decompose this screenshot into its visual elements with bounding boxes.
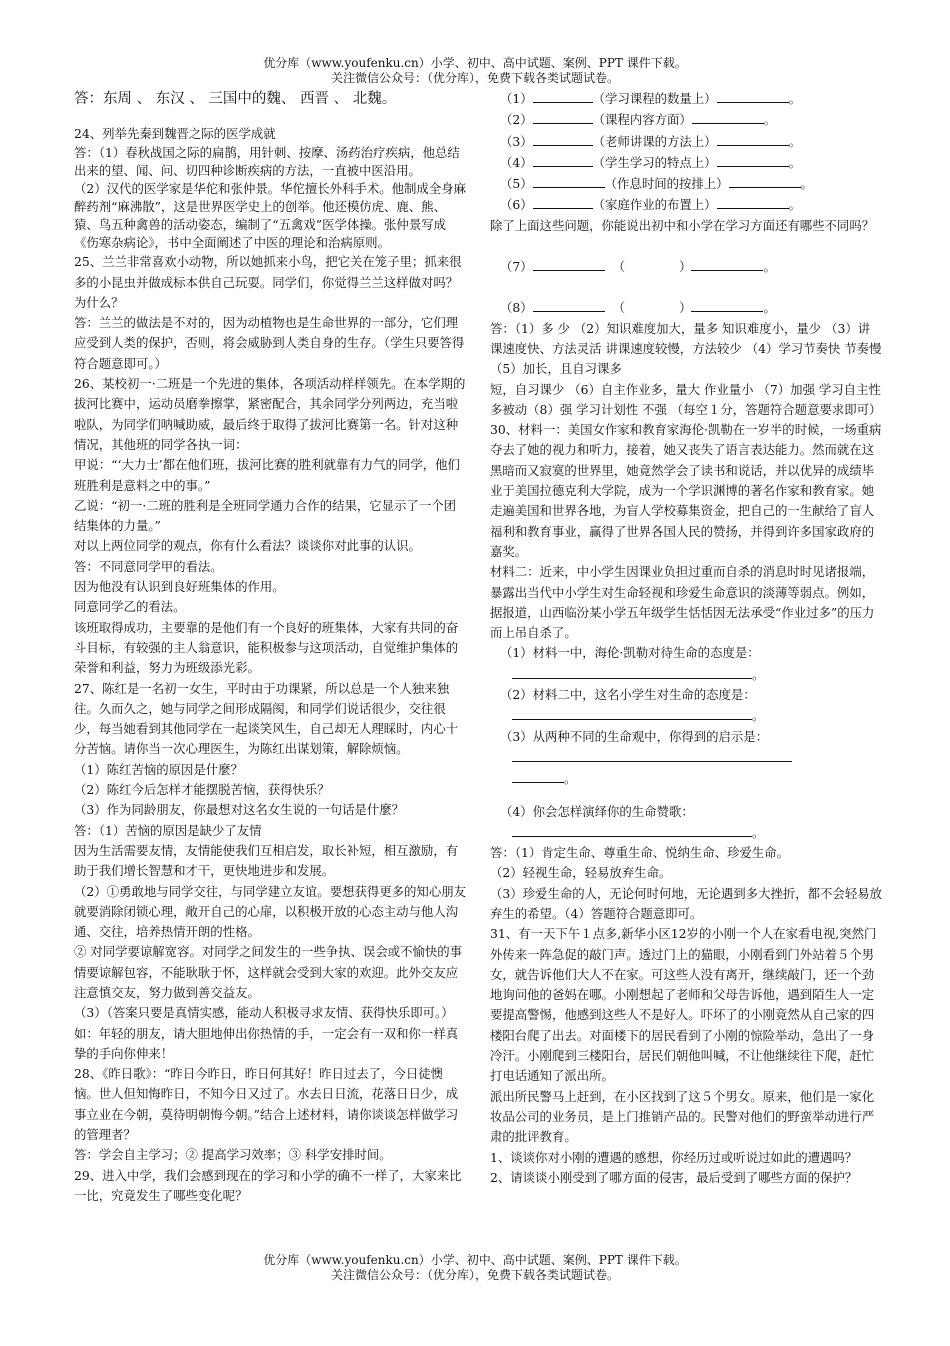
blank[interactable] bbox=[691, 256, 763, 271]
blank[interactable] bbox=[717, 131, 789, 146]
answer-26-b: 因为他没有认识到良好班集体的作用。 bbox=[74, 579, 285, 595]
fill-row-6: （6） （家庭作业的布置上） 。 bbox=[490, 194, 882, 215]
right-column bbox=[490, 88, 882, 1188]
answer-line: 。 bbox=[490, 664, 882, 685]
question-30-material-1: 30、材料一：美国女作家和教育家海伦·凯勒在一岁半的时候，一场重病夺去了她的视力和听力，接着，她又丧失了语言表达能力。然而就在这黑暗而又寂寞的世界里，她竟然学会了读书和说话，并以优异的成绩毕业于美国拉德克利大学院，成为一个学识渊博的著名作家和教育家。她走遍美国和世界各地，为盲人学校募集资金，把自己的一生献给了盲人福利和教育事业，赢得了世界各国人民的赞扬，并得到许多国家政府的嘉奖。 bbox=[490, 422, 882, 559]
question-28: 28、《昨日歌》：“昨日今昨日，昨日何其好！昨日过去了，今日徒懊恼。世人但知悔昨日，不知今日又过了。水去日日流，花落日日少，成事立业在今朝，莫待明朝悔今朝。”结合上述材料，请你谈谈怎样做学习的管理者？ bbox=[74, 1066, 459, 1143]
answer-29-b: 短，自习课少 （6）自主作业多，量大 作业量小 （7）加强 学习自主性 多被动（8）强 学习计划性 不强 （每空１分，答题符合题意要求即可） bbox=[490, 381, 882, 417]
question-31-sub2: 2、请谈谈小刚受到了哪方面的侵害，最后受到了哪些方面的保护？ bbox=[490, 1169, 858, 1185]
fill-row-5: （5） （作息时间的按排上） 。 bbox=[490, 173, 882, 194]
question-29-extra: 除了上面这些问题，你能说出初中和小学在学习方面还有哪些不同吗？ bbox=[490, 217, 875, 233]
question-27-sub2: （2）陈红今后怎样才能摆脱苦恼，获得快乐？ bbox=[74, 782, 330, 798]
spacer bbox=[490, 236, 882, 256]
question-24: 24、列举先秦到魏晋之际的医学成就 bbox=[74, 126, 276, 141]
blank[interactable] bbox=[512, 705, 752, 720]
blank[interactable] bbox=[512, 822, 752, 837]
answer-28: 答：学会自主学习；② 提高学习效率；③ 科学安排时间。 bbox=[74, 1147, 392, 1163]
question-26-jia: 甲说：“‘大力士’都在他们班，拔河比赛的胜利就靠有力气的同学，他们班胜利是意料之中的事。” bbox=[74, 457, 460, 493]
answer-line bbox=[490, 747, 882, 768]
answer-27-2b: ② 对同学要谅解宽容。对同学之间发生的一些争执、误会或不愉快的事情要谅解包容，不能耿耿于怀，这样就会受到大家的欢迎。此外交友应注意慎交友，努力做到善交益友。 bbox=[74, 944, 463, 1000]
answer-26-a: 答：不同意同学甲的看法。 bbox=[74, 558, 223, 574]
question-30-sub4: （4）你会怎样演绎你的生命赞歌： bbox=[500, 803, 694, 819]
blank[interactable] bbox=[533, 109, 593, 124]
answer-line: 。 bbox=[490, 768, 882, 789]
fill-row-7: （7） （ ） 。 bbox=[490, 256, 882, 277]
blank[interactable] bbox=[533, 131, 593, 146]
question-29: 29、进入中学，我们会感到现在的学习和小学的确不一样了，大家来比一比，究竟发生了哪些变化呢？ bbox=[74, 1167, 462, 1203]
blank[interactable] bbox=[692, 109, 764, 124]
answer-27-3: （3）（答案只要是真情实感，能动人积极寻求友情、获得快乐即可。）如：年轻的朋友，请大胆地伸出你热情的手，一定会有一双和你一样真挚的手向你伸来！ bbox=[74, 1005, 459, 1061]
footer-line-1: 优分库（www.youfenku.cn）小学、初中、高中试题、案例、PPT 课件下载。 bbox=[263, 1253, 687, 1267]
question-31: 31、有一天下午１点多,新华小区12岁的小刚一个人在家看电视,突然门外传来一阵急促的敲门声。透过门上的猫眼，小刚看到门外站着５个男女，就告诉他们大人不在家。可这些人没有离开，继续敲门，还一个劲地询问他的爸妈在哪。小刚想起了老师和父母告诉他，遇到陌生人一定要提高警惕，他感到这些人不是好人。吓坏了的小刚竟然从自己家的四楼阳台爬了出去。对面楼下的居民看到了小刚的惊险举动，急出了一身冷汗。小刚爬到三楼阳台，居民们朝他叫喊，不让他继续往下爬，赶忙打电话通知了派出所。 bbox=[490, 926, 877, 1084]
answer-25: 答：兰兰的做法是不对的，因为动植物也是生命世界的一部分，它们理应受到人类的保护，否则，将会威胁到人类自身的生存。（学生只要答得符合题意即可。） bbox=[74, 315, 465, 371]
question-31-cont: 派出所民警马上赶到，在小区找到了这５个男女。原来，他们是一家化妆品公司的业务员，是上门推销产品的。民警对他们的野蛮举动进行严肃的批评教育。 bbox=[490, 1088, 875, 1145]
question-25: 25、兰兰非常喜欢小动物，所以她抓来小鸟，把它关在笼子里；抓来很多的小昆虫并做成标本供自己玩耍。同学们，你觉得兰兰这样做对吗？为什么？ bbox=[74, 254, 462, 310]
question-30-sub1: （1）材料一中，海伦·凯勒对待生命的态度是： bbox=[500, 645, 760, 661]
blank[interactable] bbox=[533, 152, 593, 167]
answer-27-1: 答：（1）苦恼的原因是缺少了友情 bbox=[74, 822, 262, 838]
answer-26-d: 该班取得成功，主要靠的是他们有一个良好的班集体，大家有共同的奋斗目标，有较强的主人翁意识，能积极参与这项活动，自觉维护集体的荣誉和利益，努力为班级添光彩。 bbox=[74, 619, 459, 676]
blank[interactable] bbox=[717, 194, 789, 209]
blank[interactable] bbox=[533, 256, 605, 271]
question-26: 26、某校初一·二班是一个先进的集体，各项活动样样领先。在本学期的拔河比赛中，运动员磨拳擦掌，紧密配合，其余同学分列两边，充当啦啦队，为同学们呐喊助威，最后终于取得了拔河比赛第一名。针对这种情况，其他班的同学各执一词： bbox=[74, 376, 466, 452]
fill-row-8: （8） （ ） 。 bbox=[490, 297, 882, 318]
question-26-prompt: 对以上两位同学的观点，你有什么看法？谈谈你对此事的认识。 bbox=[74, 538, 421, 554]
blank[interactable] bbox=[729, 173, 801, 188]
spacer bbox=[490, 790, 882, 802]
blank[interactable] bbox=[717, 88, 789, 103]
answer-26-c: 同意同学乙的看法。 bbox=[74, 599, 186, 615]
header-line-2: 关注微信公众号：（优分库），免费下载各类试题试卷。 bbox=[330, 71, 619, 85]
blank[interactable] bbox=[512, 768, 564, 783]
blank[interactable] bbox=[533, 297, 605, 312]
answer-line: 。 bbox=[490, 705, 882, 726]
page-footer bbox=[0, 1253, 950, 1283]
header-line-1: 优分库（www.youfenku.cn）小学、初中、高中试题、案例、PPT 课件下载。 bbox=[263, 56, 687, 70]
answer-line: 。 bbox=[490, 822, 882, 843]
blank[interactable] bbox=[691, 297, 763, 312]
blank[interactable] bbox=[533, 194, 593, 209]
blank[interactable] bbox=[717, 152, 789, 167]
answer-27-2: （2）①勇敢地与同学交往，与同学建立友谊。要想获得更多的知心朋友就要消除闭锁心理，敞开自己的心扉，以积极开放的心态主动与他人沟通、交往，培养热情开朗的性格。 bbox=[74, 883, 466, 940]
answer-24-part2: （2）汉代的医学家是华佗和张仲景。华佗擅长外科手术。他制成全身麻醉药剂“麻沸散”，这是世界医学史上的创举。他还模仿虎、鹿、熊、猿、鸟五种禽兽的活动姿态，编制了“五禽戏”医学体操。张仲景写成《伤寒杂病论》，书中全面阐述了中医的理论和治病原则。 bbox=[74, 181, 466, 251]
spacer bbox=[490, 277, 882, 297]
blank[interactable] bbox=[512, 747, 792, 762]
answer-30-1: 答：（1）肯定生命、尊重生命、悦纳生命、珍爱生命。 bbox=[490, 845, 790, 861]
blank[interactable] bbox=[533, 88, 593, 103]
answer-27-1-detail: 因为生活需要友情，友情能使我们互相启发，取长补短，相互激励，有助于我们增长智慧和才干，更快地进步和发展。 bbox=[74, 842, 459, 879]
blank[interactable] bbox=[512, 664, 752, 679]
fill-row-4: （4） （学生学习的特点上） 。 bbox=[490, 152, 882, 173]
left-column bbox=[74, 88, 466, 1206]
fill-row-3: （3） （老师讲课的方法上） 。 bbox=[490, 131, 882, 152]
question-27: 27、陈红是一名初一女生，平时由于功课紧，所以总是一个人独来独往。久而久之，她与同学之间形成隔阂，和同学们说话很少，交往很少，每当她看到其他同学在一起谈笑风生，自己却无人理睬时，内心十分苦恼。请你当一次心理医生，为陈红出谋划策，解除烦恼。 bbox=[74, 680, 459, 757]
answer-24-part1: 答：（1）春秋战国之际的扁鹊，用针刺、按摩、汤药治疗疾病，他总结出来的望、闻、问、切四种诊断疾病的方法，一直被中医沿用。 bbox=[74, 145, 460, 179]
answer-29-a: 答：（1）多 少 （2）知识难度加大，量多 知识难度小，量少 （3）讲课速度快、方法灵活 讲课速度较慢，方法较少 （4）学习节奏快 节奏慢 （5）加长，且自习课多 bbox=[490, 320, 882, 377]
fill-row-2: （2） （课程内容方面） 。 bbox=[490, 109, 882, 130]
question-26-yi: 乙说：“初一·二班的胜利是全班同学通力合作的结果，它显示了一个团结集体的力量。” bbox=[74, 497, 456, 534]
answer-30-3: （3）珍爱生命的人，无论何时何地，无论遇到多大挫折，都不会轻易放弃生的希望。（4）答题符合题意即可。 bbox=[490, 885, 882, 921]
answer-30-2: （2）轻视生命，轻易放弃生命。 bbox=[490, 865, 672, 881]
question-30-material-2: 材料二：近来，中小学生因课业负担过重而自杀的消息时时见诸报端，暴露出当代中小学生对生命轻视和珍爱生命意识的淡薄等弱点。例如，据报道，山西临汾某小学五年级学生恬恬因无法承受“作业过多”的压力而上吊自杀了。 bbox=[490, 564, 875, 641]
question-27-sub1: （1）陈红苦恼的原因是什麼？ bbox=[74, 761, 243, 777]
question-27-sub3: （3）作为同龄朋友，你最想对这名女生说的一句话是什麼？ bbox=[74, 802, 405, 818]
blank[interactable] bbox=[533, 173, 605, 188]
page-header bbox=[0, 56, 950, 86]
answer-23: 答：东周 、 东汉 、 三国中的魏、 西晋 、 北魏。 bbox=[74, 91, 397, 107]
question-30-sub3: （3）从两种不同的生命观中，你得到的启示是： bbox=[500, 728, 769, 744]
question-30-sub2: （2）材料二中，这名小学生对生命的态度是： bbox=[500, 687, 756, 703]
fill-row-1: （1） （学习课程的数量上） 。 bbox=[490, 88, 882, 109]
question-31-sub1: 1、谈谈你对小刚的遭遇的感想，你经历过或听说过如此的遭遇吗？ bbox=[490, 1149, 858, 1165]
footer-line-2: 关注微信公众号：（优分库），免费下载各类试题试卷。 bbox=[330, 1268, 619, 1282]
